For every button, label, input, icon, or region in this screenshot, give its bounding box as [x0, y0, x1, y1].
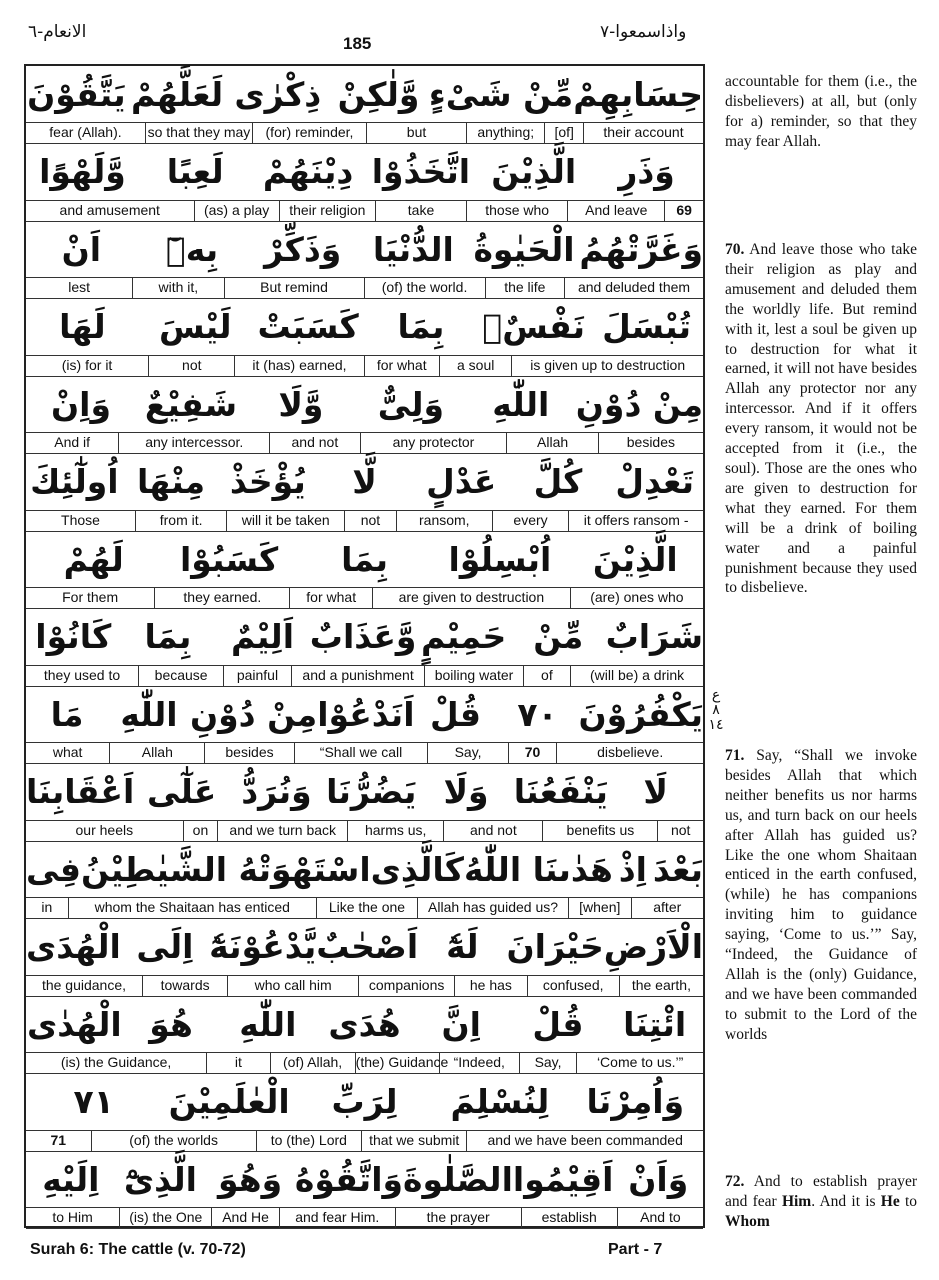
gloss-cell: But remind: [225, 278, 365, 298]
arabic-word: وَاِنْ: [50, 384, 111, 424]
arabic-word: وَلَا: [443, 772, 489, 811]
gloss-cell: that we submit: [362, 1131, 467, 1151]
verse-row: [26, 454, 703, 532]
gloss-cell: benefits us: [543, 821, 658, 841]
arabic-word: یَتَّقُوْنَ: [27, 74, 126, 114]
verse-row: [26, 66, 703, 144]
arabic-word: حَیْرَانَ: [506, 927, 604, 966]
arabic-word: یَنْفَعُنَا: [513, 772, 608, 811]
arabic-word: الْحَیٰوةُ: [473, 229, 575, 269]
gloss-cell: “Shall we call: [295, 743, 429, 763]
ruku-marker: ع ٨ ١٤: [708, 687, 724, 733]
gloss-cell: not: [670, 821, 691, 838]
gloss-row: [26, 1130, 703, 1152]
gloss-cell: to (the) Lord: [257, 1131, 362, 1151]
arabic-text-line: [26, 764, 703, 820]
arabic-word: اَلِیْمٌ: [230, 617, 295, 656]
gloss-row: [26, 820, 703, 842]
gloss-cell: are given to destruction: [373, 588, 571, 608]
translation-para-71: [725, 746, 917, 1045]
gloss-cell: ransom,: [397, 511, 493, 531]
gloss-row: [26, 665, 703, 687]
translation-para-72: [725, 1172, 917, 1232]
arabic-word: وَاُمِرْنَا: [586, 1082, 685, 1121]
gloss-cell: they used to: [26, 666, 139, 686]
gloss-row: [26, 200, 703, 222]
arabic-word: اَقِیْمُوا: [512, 1159, 614, 1199]
arabic-word: وَّلَهْوًا: [39, 152, 126, 191]
arabic-text-line: [26, 1151, 703, 1207]
gloss-cell: every: [493, 511, 569, 531]
gloss-cell: so that they may: [146, 123, 253, 143]
arabic-word: وَهُوَ: [218, 1159, 283, 1199]
gloss-cell: boiling water: [425, 666, 523, 686]
gloss-cell: besides: [626, 434, 676, 450]
part-footer: Part - 7: [608, 1241, 663, 1258]
gloss-row: [26, 1052, 703, 1074]
arabic-word: الَّذِیْٓ: [123, 1159, 197, 1199]
gloss-cell: will it be taken: [227, 511, 345, 531]
gloss-cell: it (has) earned,: [235, 356, 364, 376]
gloss-cell: not: [149, 356, 235, 376]
arabic-word: كُلَّ: [533, 462, 583, 501]
gloss-row: [26, 897, 703, 919]
verse-row: [26, 376, 703, 454]
arabic-word: مِنْهَا: [137, 462, 206, 501]
gloss-cell: Those: [26, 511, 136, 531]
arabic-word: الْهُدٰی: [26, 1004, 122, 1044]
arabic-text-line: [26, 919, 703, 975]
arabic-word: مِنْ دُوْنِ: [575, 384, 703, 424]
arabic-word: اَنْ: [61, 229, 102, 269]
gloss-cell: besides: [205, 743, 294, 763]
arabic-word: لِرَبِّ: [331, 1082, 398, 1121]
gloss-cell: on: [184, 821, 219, 841]
gloss-cell: fear (Allah).: [26, 123, 146, 143]
arabic-word: وَّلٰكِنْ: [337, 74, 420, 114]
gloss-cell: and not: [270, 433, 360, 453]
gloss-cell: (of) the world.: [365, 278, 486, 298]
gloss-cell: and not: [444, 821, 543, 841]
gloss-cell: any protector: [361, 433, 508, 453]
gloss-cell: disbelieve.: [597, 744, 664, 760]
gloss-cell: and we have been commanded: [487, 1131, 683, 1148]
gloss-cell: take: [376, 201, 467, 221]
arabic-word: مَا: [50, 694, 84, 734]
gloss-cell: companions: [359, 976, 455, 996]
arabic-text-line: [26, 66, 703, 122]
gloss-cell: their account: [603, 124, 684, 140]
verse-row: [26, 1074, 703, 1152]
translation-emphasis: Whom: [725, 1212, 770, 1230]
arabic-word: اِلَی: [136, 927, 194, 966]
verse-row: [26, 144, 703, 222]
translation-text: And leave those who take their religion as play and amusement and deluded them the worldly life. But remind with it, lest a soul be given up to destruction for what it earned, it will not have besides Allah any protector nor any intercessor. And if it offers every ransom, it would not be accepted from it (i.e., the soul). Those are the ones who are given to destruction for what they earned. For them will be a drink of boiling water and a painful punishment because they used to disbelieve.: [725, 241, 917, 597]
arabic-word: بِمَا: [341, 539, 388, 579]
arabic-word: كَالَّذِی: [370, 849, 464, 889]
arabic-word: مِّنْ شَیْءٍ: [428, 74, 574, 114]
arabic-word: كَانُوْا: [35, 617, 112, 656]
arabic-text-line: [26, 1074, 703, 1130]
gloss-cell: and a punishment: [292, 666, 426, 686]
gloss-cell: what: [26, 743, 110, 763]
arabic-word: الدُّنْیَا: [372, 229, 454, 269]
translation-emphasis: He: [880, 1192, 900, 1210]
gloss-row: [26, 587, 703, 609]
gloss-cell: (is) the One: [120, 1208, 212, 1228]
gloss-cell: from it.: [136, 511, 227, 531]
arabic-word: اَنَدْعُوْا: [317, 694, 415, 734]
arabic-word: الْاَرْضِ: [603, 927, 704, 966]
gloss-cell: who call him: [228, 976, 359, 996]
gloss-cell: a soul: [440, 356, 512, 376]
translation-para-70: [725, 240, 917, 598]
arabic-word: حِسَابِهِمْ: [573, 74, 704, 114]
arabic-word: لَعَلَّهُمْ: [131, 74, 224, 114]
arabic-text-line: [26, 609, 703, 665]
arabic-word: یَكْفُرُوْنَ: [578, 694, 704, 734]
verse-row: [26, 919, 703, 997]
verse-number-cell: 70: [509, 743, 558, 763]
arabic-word: شَرَابٌ: [605, 617, 704, 656]
page-number: 185: [343, 34, 372, 53]
verse-number: 70.: [725, 241, 745, 258]
arabic-text-line: [26, 299, 703, 355]
arabic-word: بَعْدَ: [652, 849, 703, 889]
gloss-cell: after: [653, 899, 682, 915]
arabic-word: اِنَّ: [441, 1004, 481, 1044]
gloss-row: [26, 510, 703, 532]
translation-text: to: [904, 1192, 918, 1210]
arabic-word: لَا: [643, 772, 668, 811]
gloss-cell: towards: [143, 976, 228, 996]
arabic-word: یُؤْخَذْ: [229, 462, 306, 501]
gloss-cell: it: [207, 1053, 270, 1073]
gloss-cell: the earth,: [631, 976, 691, 993]
gloss-cell: because: [139, 666, 224, 686]
arabic-text-line: [26, 531, 703, 587]
arabic-word: نَفْسٌۢ: [482, 307, 586, 346]
arabic-word: شَفِیْعٌ: [144, 384, 238, 424]
arabic-word: ٧١: [73, 1082, 114, 1121]
arabic-word: عَدْلٍ: [426, 462, 497, 501]
gloss-cell: (of) Allah,: [271, 1053, 356, 1073]
gloss-cell: painful: [224, 666, 291, 686]
arabic-word: الصَّلٰوةَ: [403, 1159, 513, 1199]
gloss-cell: and deluded them: [577, 279, 691, 295]
verse-number: 71.: [725, 747, 745, 764]
arabic-word: اللّٰهِ: [239, 1004, 297, 1044]
arabic-word: لَیْسَ: [158, 307, 232, 346]
arabic-word: اُولٰٓئِكَ: [30, 462, 119, 501]
gloss-cell: And to: [640, 1209, 681, 1225]
translation-text: . And it is: [811, 1192, 876, 1210]
translation-text: accountable for them (i.e., the disbelievers) at all, but (only for a) reminder, so that they may fear Allah.: [725, 73, 917, 150]
arabic-text-line: [26, 686, 703, 742]
arabic-word: كَسَبُوْا: [179, 539, 279, 579]
gloss-cell: he has: [455, 976, 527, 996]
gloss-row: [26, 122, 703, 144]
gloss-cell: is given up to destruction: [530, 356, 686, 373]
verse-row: [26, 221, 703, 299]
gloss-cell: for what: [365, 356, 440, 376]
gloss-cell: “Indeed,: [440, 1053, 520, 1073]
verse-row: [26, 299, 703, 377]
verse-row: [26, 531, 703, 609]
arabic-word: یَضُرُّنَا: [326, 772, 417, 811]
arabic-word: دِیْنَهُمْ: [262, 152, 354, 191]
arabic-word: لَّا: [352, 462, 377, 501]
gloss-cell: And He: [212, 1208, 279, 1228]
arabic-word: ائْتِنَا: [623, 1004, 687, 1044]
gloss-cell: Like the one: [317, 898, 418, 918]
gloss-row: [26, 432, 703, 454]
gloss-cell: (the) Guidance: [356, 1053, 440, 1073]
arabic-word: وَّلَا: [278, 384, 324, 424]
arabic-word: هُدَی: [328, 1004, 401, 1044]
word-by-word-table: [24, 64, 705, 1228]
gloss-cell: harms us,: [348, 821, 444, 841]
gloss-cell: any intercessor.: [119, 433, 270, 453]
gloss-cell: of: [524, 666, 572, 686]
gloss-row: [26, 277, 703, 299]
arabic-word: تُبْسَلَ: [602, 307, 691, 346]
gloss-cell: [of]: [545, 123, 584, 143]
gloss-row: [26, 1207, 703, 1229]
gloss-cell: and fear Him.: [280, 1208, 396, 1228]
arabic-word: كَسَبَتْ: [257, 307, 359, 346]
gloss-cell: Allah: [507, 433, 598, 453]
gloss-cell: they earned.: [155, 588, 290, 608]
gloss-cell: For them: [26, 588, 155, 608]
translation-emphasis: Him: [781, 1192, 812, 1210]
arabic-word: لِنُسْلِمَ: [450, 1082, 550, 1121]
translation-para-69: [725, 72, 917, 152]
gloss-row: [26, 355, 703, 377]
gloss-cell: those who: [467, 201, 568, 221]
arabic-word: اِلَیْهِ: [42, 1159, 100, 1199]
translation-text: Say, “Shall we invoke besides Allah that which neither benefits us nor harms us, and turn back on our heels after Allah has guided us? Like the one whom Shaitaan enticed in the earth confused, (while) he has companions inviting him to guidance saying, ‘Come to us.’” Say, “Indeed, the Guidance of Allah is the (only) Guidance, and we have been commanded to submit to the Lord of the worlds: [725, 747, 917, 1043]
arabic-word: وَاَنْ: [628, 1159, 689, 1199]
gloss-cell: their religion: [280, 201, 376, 221]
arabic-word: لَهُمْ: [63, 539, 124, 579]
translation-text: And to establish prayer and fear: [725, 1173, 917, 1210]
gloss-cell: it offers ransom -: [583, 511, 689, 528]
gloss-cell: And leave: [568, 201, 665, 221]
gloss-cell: Say,: [520, 1053, 577, 1073]
arabic-text-line: [26, 221, 703, 277]
arabic-word: لَهَا: [59, 307, 106, 346]
arabic-word: وَذَكِّرْ: [264, 229, 342, 269]
arabic-word: الَّذِیْنَ: [491, 152, 577, 191]
juz-header-right: واذاسمعوا-٧: [600, 22, 687, 42]
arabic-word: اُبْسِلُوْا: [448, 539, 552, 579]
arabic-text-line: [26, 454, 703, 510]
gloss-cell: Allah has guided us?: [418, 898, 569, 918]
verse-row: [26, 996, 703, 1074]
gloss-cell: (will be) a drink: [590, 666, 685, 683]
gloss-row: [26, 975, 703, 997]
gloss-cell: (for) reminder,: [253, 123, 367, 143]
verse-row: [26, 609, 703, 687]
arabic-word: وَذَرِ: [618, 152, 675, 191]
arabic-word: بِهٖٓ: [165, 229, 219, 269]
arabic-word: ذِكْرٰی: [234, 74, 322, 114]
arabic-word: اسْتَهْوَتْهُ الشَّیٰطِیْنُ: [81, 849, 371, 889]
gloss-cell: (of) the worlds: [92, 1131, 257, 1151]
gloss-cell: And if: [26, 433, 119, 453]
gloss-cell: (is) for it: [26, 356, 149, 376]
gloss-cell: in: [26, 898, 69, 918]
verse-number: 72.: [725, 1173, 745, 1190]
gloss-cell: the guidance,: [26, 976, 143, 996]
verse-number-cell: 71: [26, 1131, 92, 1151]
arabic-word: وَاتَّقُوْهُ: [294, 1159, 404, 1199]
verse-row: [26, 764, 703, 842]
arabic-word: اَصْحٰبٌ: [316, 927, 419, 966]
arabic-word: اتَّخَذُوْا: [371, 152, 471, 191]
arabic-word: مِّنْ: [533, 617, 584, 656]
verse-row: [26, 841, 703, 919]
arabic-word: ٧٠: [517, 694, 558, 734]
gloss-cell: (are) ones who: [590, 589, 684, 605]
gloss-cell: Say,: [428, 743, 508, 763]
gloss-cell: [when]: [569, 898, 632, 918]
verse-number-cell: 69: [676, 201, 692, 218]
arabic-word: وَلِیٌّ: [377, 384, 444, 424]
arabic-word: الَّذِیْنَ: [592, 539, 678, 579]
arabic-word: لَعِبًا: [166, 152, 224, 191]
arabic-word: وَنُرَدُّ: [241, 772, 312, 811]
arabic-word: اللّٰهِ: [120, 694, 178, 734]
arabic-word: بِمَا: [144, 617, 192, 656]
gloss-cell: to Him: [26, 1208, 120, 1228]
gloss-cell: confused,: [528, 976, 620, 996]
arabic-word: الْهُدَی: [26, 927, 121, 966]
arabic-word: قُلْ: [532, 1004, 584, 1044]
gloss-cell: not: [345, 511, 397, 531]
gloss-cell: for what: [290, 588, 373, 608]
arabic-word: لَهٗٓ: [446, 927, 479, 966]
surah-footer: Surah 6: The cattle (v. 70-72): [30, 1241, 246, 1258]
arabic-word: وَّعَذَابٌ: [309, 617, 417, 656]
arabic-word: اَعْقَابِنَا: [26, 772, 135, 811]
verse-row: [26, 1151, 703, 1229]
gloss-cell: anything;: [467, 123, 545, 143]
gloss-cell: the prayer: [396, 1208, 522, 1228]
gloss-cell: whom the Shaitaan has enticed: [69, 898, 317, 918]
arabic-text-line: [26, 841, 703, 897]
arabic-word: اللّٰهِ: [492, 384, 550, 424]
arabic-word: فِی: [26, 849, 81, 889]
arabic-word: عَلٰٓی: [146, 772, 217, 811]
gloss-cell: our heels: [26, 821, 184, 841]
arabic-word: مِنْ دُوْنِ: [189, 694, 318, 734]
arabic-text-line: [26, 144, 703, 200]
arabic-word: اِذْ: [618, 849, 647, 889]
gloss-cell: lest: [26, 278, 133, 298]
gloss-cell: with it,: [133, 278, 224, 298]
gloss-cell: and we turn back: [218, 821, 348, 841]
arabic-word: وَغَرَّتْهُمُ: [579, 229, 703, 269]
arabic-word: بِمَا: [397, 307, 445, 346]
arabic-text-line: [26, 996, 703, 1052]
arabic-word: الْعٰلَمِیْنَ: [168, 1082, 290, 1121]
gloss-cell: establish: [522, 1208, 618, 1228]
verse-row: [26, 686, 703, 764]
gloss-cell: Allah: [110, 743, 205, 763]
gloss-cell: the life: [486, 278, 565, 298]
arabic-word: حَمِیْمٍ: [421, 617, 507, 656]
arabic-word: یَّدْعُوْنَهٗٓ: [209, 927, 317, 966]
gloss-row: [26, 742, 703, 764]
gloss-cell: (is) the Guidance,: [26, 1053, 207, 1073]
arabic-word: قُلْ: [429, 694, 482, 734]
arabic-word: تَعْدِلْ: [615, 462, 695, 501]
arabic-text-line: [26, 376, 703, 432]
gloss-cell: and amusement: [26, 201, 195, 221]
gloss-cell: but: [367, 123, 467, 143]
arabic-word: هَدٰىنَا اللّٰهُ: [463, 849, 613, 889]
gloss-cell: (as) a play: [195, 201, 280, 221]
gloss-cell: ‘Come to us.’”: [596, 1054, 684, 1070]
arabic-word: هُوَ: [149, 1004, 193, 1044]
juz-header-left: الانعام-٦: [28, 22, 87, 42]
